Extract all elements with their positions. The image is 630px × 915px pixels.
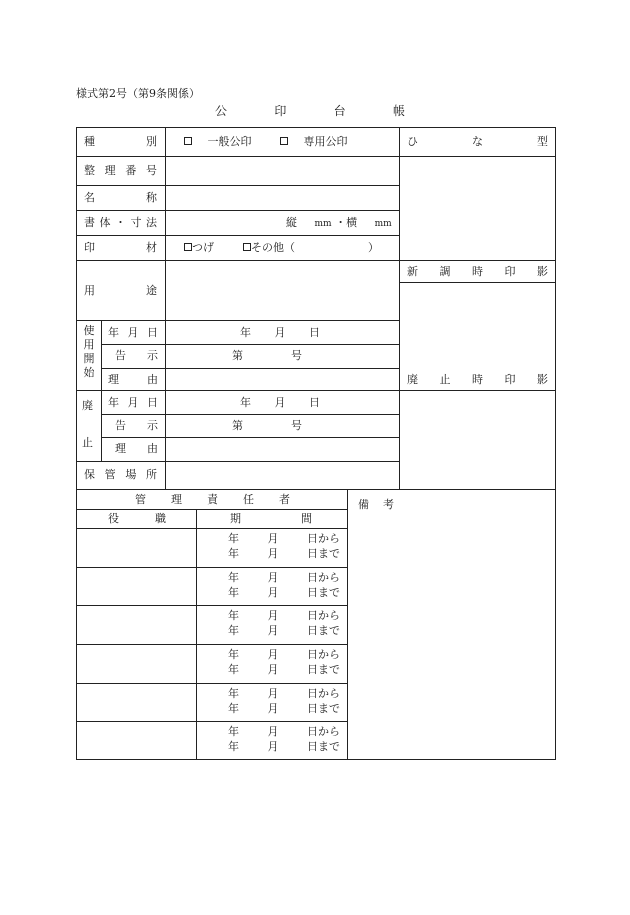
- storage-field[interactable]: [170, 465, 394, 485]
- period-to-part: 年: [228, 702, 239, 715]
- abolish-date-label: 年 月 日: [108, 396, 158, 409]
- period-from-part: 月: [267, 725, 279, 738]
- manager-role-field[interactable]: [80, 725, 192, 756]
- kind-option-special-label: 専用公印: [303, 135, 348, 148]
- period-from: [228, 610, 340, 621]
- period-from: [228, 688, 340, 699]
- new-seal-label: 新 調 時 印 影: [407, 265, 548, 278]
- start-notice-value: 第 号: [232, 349, 302, 362]
- period-from: [228, 649, 340, 660]
- abolish-notice-label: 告 示: [115, 419, 158, 432]
- period-from-part: 年: [228, 532, 239, 545]
- form-id: 様式第2号（第9条関係）: [76, 87, 200, 100]
- number-label: 整 理 番 号: [84, 164, 157, 177]
- material-option-other[interactable]: [243, 242, 295, 253]
- period-to: [228, 625, 340, 636]
- manager-row-divider: [76, 683, 347, 684]
- period-to-part: 月: [267, 740, 279, 753]
- kind-option-special[interactable]: [280, 136, 348, 147]
- start-notice-label: 告 示: [115, 349, 158, 362]
- period-to-part: 月: [267, 586, 279, 599]
- period-to-part: 日まで: [307, 547, 340, 560]
- material-option-tsuge[interactable]: [184, 242, 214, 253]
- purpose-field[interactable]: [170, 265, 394, 315]
- abolish-notice-value: 第 号: [232, 419, 302, 432]
- period-to: [228, 548, 340, 559]
- hinagata-label: ひ な 型: [407, 135, 548, 148]
- manager-role-field[interactable]: [80, 648, 192, 679]
- name-label: 名 称: [84, 191, 157, 204]
- period-from-part: 日から: [307, 571, 340, 584]
- period-from-part: 年: [228, 687, 239, 700]
- material-option-tsuge-label: つげ: [192, 241, 214, 254]
- period-from: [228, 726, 340, 737]
- period-from: [228, 572, 340, 583]
- size-vertical: [286, 217, 392, 229]
- abolish-seal-label: 廃 止 時 印 影: [407, 373, 548, 386]
- manager-row-divider: [76, 721, 347, 722]
- checkbox-icon[interactable]: [243, 243, 251, 251]
- period-from-part: 月: [267, 609, 279, 622]
- period-to-part: 月: [267, 702, 279, 715]
- size-horiz-label: ・横: [335, 216, 358, 229]
- period-to-part: 日まで: [307, 663, 340, 676]
- start-date-value: 年 月 日: [240, 326, 320, 339]
- start-date-label: 年 月 日: [108, 326, 158, 339]
- period-to-part: 年: [228, 740, 239, 753]
- period-to-part: 月: [267, 547, 279, 560]
- manager-role-field[interactable]: [80, 687, 192, 718]
- abolish-reason-label: 理 由: [115, 442, 158, 455]
- checkbox-icon[interactable]: [184, 243, 192, 251]
- period-from-part: 年: [228, 725, 239, 738]
- period-from-part: 年: [228, 648, 239, 661]
- manager-role-field[interactable]: [80, 571, 192, 602]
- period-from-part: 月: [267, 687, 279, 700]
- period-from-part: 年: [228, 571, 239, 584]
- material-option-other-label: その他（: [251, 241, 295, 254]
- period-to-part: 日まで: [307, 740, 340, 753]
- period-from-part: 月: [267, 571, 279, 584]
- kind-option-general[interactable]: [184, 136, 252, 147]
- size-unit-mm: mm: [374, 219, 392, 229]
- abolish-group-label-top: 廃: [82, 399, 93, 412]
- manager-role-field[interactable]: [80, 609, 192, 640]
- period-to: [228, 741, 340, 752]
- period-to-part: 日まで: [307, 586, 340, 599]
- period-to-part: 月: [267, 624, 279, 637]
- purpose-label: 用 途: [84, 284, 157, 297]
- new-seal-impression-area[interactable]: [402, 286, 552, 366]
- size-vert-label: 縦: [286, 216, 297, 229]
- period-from-part: 日から: [307, 687, 340, 700]
- checkbox-icon[interactable]: [184, 137, 192, 145]
- period-from-part: 月: [267, 532, 279, 545]
- period-to-part: 月: [267, 663, 279, 676]
- period-from-part: 日から: [307, 648, 340, 661]
- size-unit-mm: mm: [314, 219, 332, 229]
- manager-row-divider: [76, 567, 347, 568]
- page-title: 公 印 台 帳: [215, 104, 405, 118]
- period-from-part: 月: [267, 648, 279, 661]
- col-period-header: 期 間: [230, 512, 312, 525]
- start-reason-label: 理 由: [108, 373, 158, 386]
- period-to: [228, 587, 340, 598]
- number-field[interactable]: [170, 160, 394, 180]
- remarks-label: 備 考: [358, 498, 394, 511]
- manager-row-divider: [76, 644, 347, 645]
- period-to-part: 日まで: [307, 624, 340, 637]
- period-to: [228, 664, 340, 675]
- period-from-part: 日から: [307, 609, 340, 622]
- period-from-part: 日から: [307, 725, 340, 738]
- col-role-header: 役 職: [108, 512, 166, 525]
- period-from-part: 日から: [307, 532, 340, 545]
- period-to-part: 年: [228, 663, 239, 676]
- start-group-label: 使 用 開 始: [83, 324, 95, 379]
- typeface-label: 書 体 ・ 寸 法: [84, 216, 157, 229]
- period-to-part: 年: [228, 547, 239, 560]
- material-close-paren: ）: [368, 241, 379, 254]
- abolish-group-label-bottom: 止: [82, 436, 93, 449]
- abolish-date-value: 年 月 日: [240, 396, 320, 409]
- remarks-field[interactable]: [352, 515, 552, 755]
- kind-option-general-label: 一般公印: [207, 135, 252, 148]
- manager-header: 管 理 責 任 者: [135, 493, 290, 506]
- manager-role-field[interactable]: [80, 532, 192, 563]
- period-to-part: 日まで: [307, 702, 340, 715]
- material-label: 印 材: [84, 241, 157, 254]
- period-from-part: 年: [228, 609, 239, 622]
- period-to-part: 年: [228, 586, 239, 599]
- storage-label: 保 管 場 所: [84, 468, 157, 481]
- period-to: [228, 703, 340, 714]
- period-from: [228, 533, 340, 544]
- name-field[interactable]: [170, 188, 394, 206]
- checkbox-icon[interactable]: [280, 137, 288, 145]
- period-to-part: 年: [228, 624, 239, 637]
- manager-row-divider: [76, 605, 347, 606]
- kind-label: 種 別: [84, 135, 157, 148]
- abolish-seal-impression-area[interactable]: [402, 394, 552, 486]
